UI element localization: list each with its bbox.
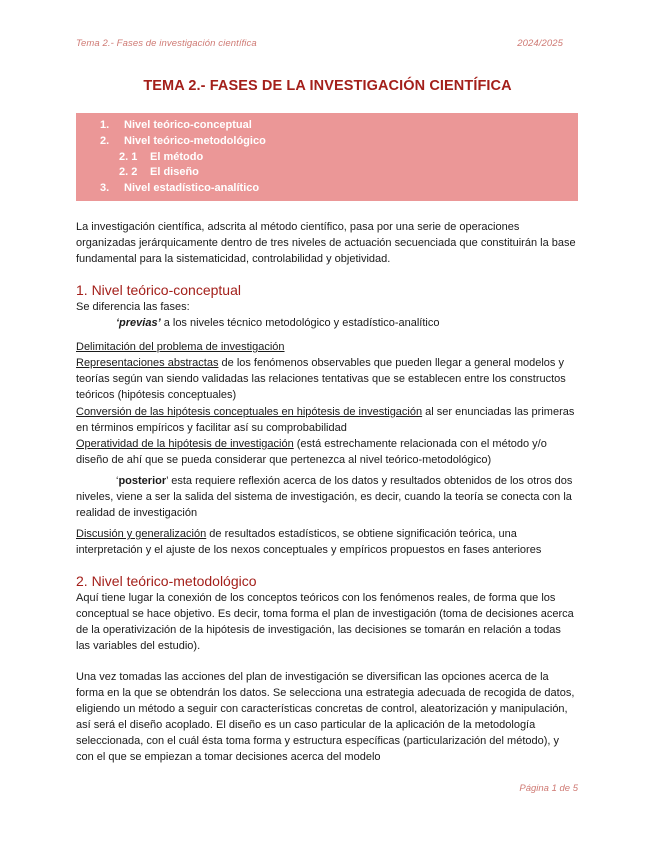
toc-subitem[interactable] [76, 150, 578, 166]
phase-term: Operatividad de la hipótesis de investigación [76, 437, 294, 450]
page-title: TEMA 2.- FASES DE LA INVESTIGACIÓN CIENTÍFICA [143, 78, 512, 94]
running-header-title: Tema 2.- Fases de investigación científica [76, 38, 257, 49]
toc-item[interactable] [76, 134, 578, 150]
posterior-paragraph [76, 473, 578, 521]
phase-text: (está estrechamente relacionada con el método y/o diseño de ahí que se pueda considerar que pertenezca al nivel teórico-metodológico) [76, 437, 547, 466]
toc-item-label: Nivel teórico-metodológico [124, 134, 266, 147]
running-header-year: 2024/2025 [517, 38, 563, 49]
section-1-heading: 1. Nivel teórico-conceptual [76, 282, 241, 298]
posterior-open-quote: ‘ [116, 475, 119, 487]
toc-subitem[interactable] [76, 165, 578, 181]
section-2-paragraph-2: Una vez tomadas las acciones del plan de investigación se diversifican las opciones acerca de la forma en la que se obtendrán los datos. Se selecciona una estrategia adecuada de recogida de datos, eligiendo un método a seguir con características concretas de control, aleatorización y manipulación, así será el diseño acoplado. El diseño es un caso particular de la aplicación de la metodología seleccionada, con el cuál ésta toma forma y estructura específicas (particularización del método), y con el que se empiezan a tomar decisiones acerca del modelo [76, 671, 575, 764]
toc-item-label: Nivel teórico-conceptual [124, 119, 252, 131]
discussion-paragraph [76, 526, 578, 558]
previas-term: ‘previas’ [116, 317, 161, 330]
discussion-term: Discusión y generalización [76, 528, 207, 540]
toc-item-label: Nivel estadístico-analítico [124, 182, 260, 195]
toc-item-number: 2. 2 [119, 166, 138, 179]
phase-text: al ser enunciadas las primeras en términos empíricos y facilitar así su comprobabilidad [76, 405, 575, 434]
phase-item [76, 355, 578, 403]
phase-text: de los fenómenos observables que pueden llegar a general modelos y teorías según van siendo validadas las relaciones tentativas que se establecen entre los constructos teóricos (hipótesis conceptuales) [76, 357, 566, 402]
section-1-lead: Se diferencia las fases: [76, 301, 190, 313]
discussion-text: de resultados estadísticos, se obtiene significación teórica, una interpretación y el ajuste de los nexos conceptuales y empíricos propuestos en fases anteriores [76, 528, 542, 557]
toc-item-number: 3. [100, 182, 110, 195]
previas-text: a los niveles técnico metodológico y estadístico-analítico [160, 317, 440, 330]
page-number: Página 1 de 5 [519, 783, 578, 794]
phase-item [76, 436, 578, 468]
toc-item-label: El método [150, 150, 204, 163]
phase-item [76, 339, 578, 355]
section-1-body [76, 299, 578, 468]
phase-item [76, 404, 578, 436]
table-of-contents [76, 113, 578, 201]
posterior-text: ’ esta requiere reflexión acerca de los datos y resultados obtenidos de los otros dos niveles, viene a ser la salida del sistema de investigación, es decir, cuando la teoría se conecta con la realidad de investigación [76, 475, 573, 520]
previas-line [76, 315, 578, 331]
toc-item[interactable] [76, 181, 578, 197]
posterior-term: posterior [118, 475, 167, 487]
intro-paragraph: La investigación científica, adscrita al método científico, pasa por una serie de operaciones organizadas jerárquicamente dentro de tres niveles de actuación secuenciada que constituirán la base fundamental para la sistematicidad, controlabilidad y objetividad. [76, 221, 576, 266]
section-2-paragraph-1: Aquí tiene lugar la conexión de los conceptos teóricos con los fenómenos reales, de forma que los conceptual se hace objetivo. Es decir, toma forma el plan de investigación (toma de decisiones acerca de la operativización de la hipótesis de investigación, las decisiones se tomarán en relación a todas las variables del estudio). [76, 592, 574, 653]
toc-item-label: El diseño [150, 166, 199, 179]
toc-item[interactable] [76, 118, 578, 134]
phase-term: Representaciones abstractas [76, 357, 219, 370]
toc-item-number: 1. [100, 119, 110, 131]
phase-term: Conversión de las hipótesis conceptuales en hipótesis de investigación [76, 405, 423, 418]
phase-term: Delimitación del problema de investigación [76, 341, 285, 354]
toc-item-number: 2. 1 [119, 150, 138, 163]
section-2-heading: 2. Nivel teórico-metodológico [76, 573, 257, 589]
toc-item-number: 2. [100, 134, 110, 147]
